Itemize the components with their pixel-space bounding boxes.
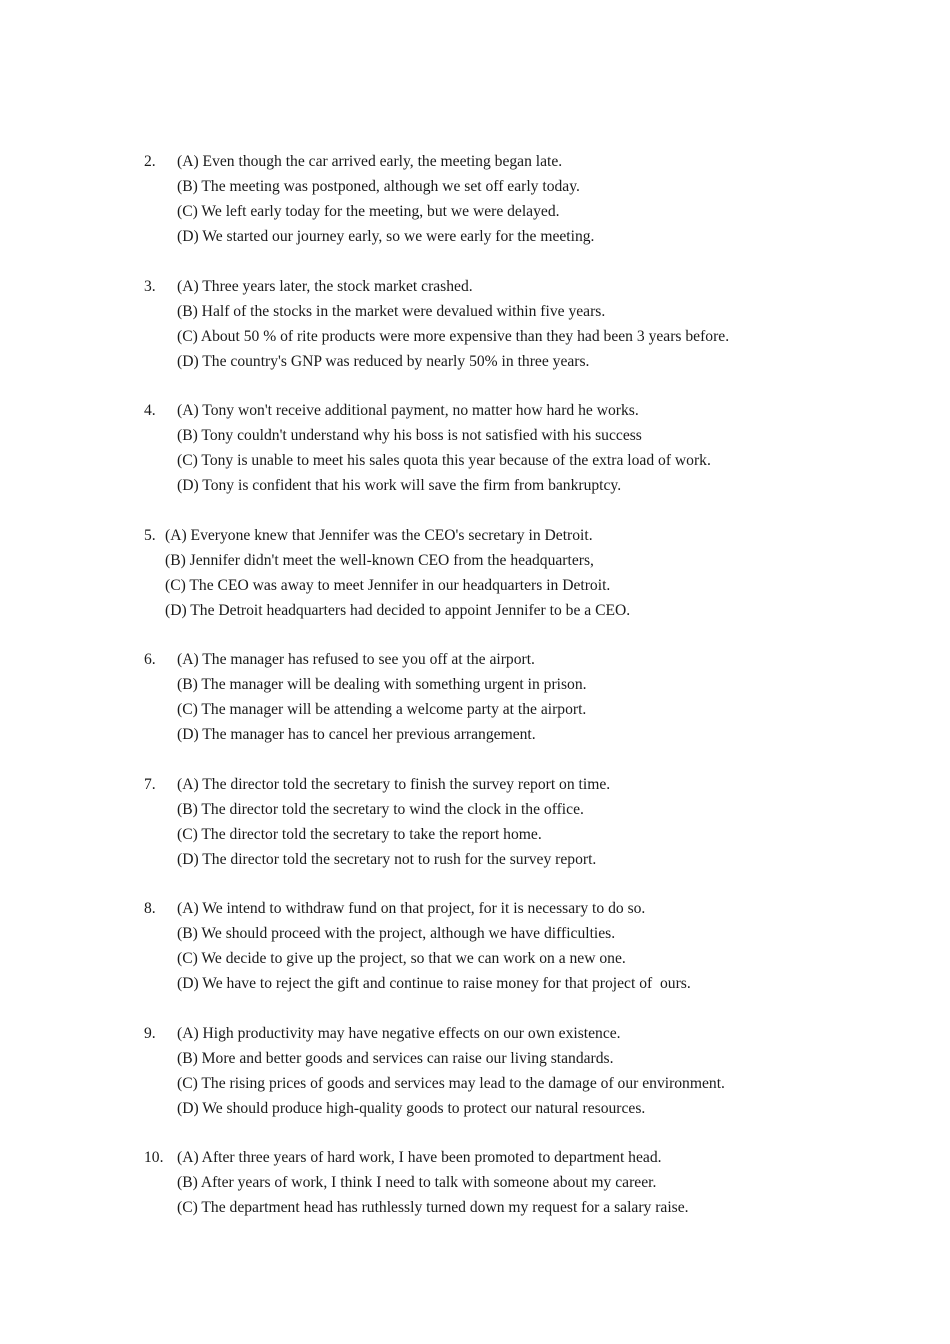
option-a: (A) The manager has refused to see you off at the airport. (177, 651, 535, 668)
option-b: (B) The director told the secretary to wind the clock in the office. (177, 801, 584, 818)
option-a: (A) Tony won't receive additional payment, no matter how hard he works. (177, 402, 639, 419)
question-number: 7. (144, 776, 156, 793)
option-d: (D) We started our journey early, so we were early for the meeting. (177, 228, 595, 245)
option-c: (C) We left early today for the meeting, but we were delayed. (177, 203, 560, 220)
option-c: (C) We decide to give up the project, so that we can work on a new one. (177, 950, 626, 967)
option-a: (A) The director told the secretary to finish the survey report on time. (177, 776, 611, 793)
option-a: (A) Three years later, the stock market crashed. (177, 278, 473, 295)
option-c: (C) The CEO was away to meet Jennifer in our headquarters in Detroit. (165, 577, 611, 594)
option-list (177, 647, 587, 747)
option-d: (D) The manager has to cancel her previous arrangement. (177, 726, 536, 743)
option-list (165, 523, 630, 623)
question-number: 2. (144, 153, 156, 170)
option-d: (D) The Detroit headquarters had decided to appoint Jennifer to be a CEO. (165, 602, 631, 619)
option-c: (C) The rising prices of goods and services may lead to the damage of our environment. (177, 1075, 725, 1092)
option-list (177, 398, 711, 498)
option-b: (B) Jennifer didn't meet the well-known CEO from the headquarters, (165, 552, 594, 569)
option-b: (B) Tony couldn't understand why his boss is not satisfied with his success (177, 427, 642, 444)
option-list (177, 896, 691, 996)
option-d: (D) The director told the secretary not to rush for the survey report. (177, 851, 597, 868)
option-a: (A) We intend to withdraw fund on that project, for it is necessary to do so. (177, 900, 646, 917)
option-list (177, 149, 594, 249)
option-list (177, 1021, 725, 1121)
option-b: (B) Half of the stocks in the market were devalued within five years. (177, 303, 606, 320)
question-number: 9. (144, 1025, 156, 1042)
option-a: (A) High productivity may have negative effects on our own existence. (177, 1025, 621, 1042)
option-d: (D) We have to reject the gift and continue to raise money for that project of ours. (177, 975, 691, 992)
question-number: 10. (144, 1149, 164, 1166)
option-b: (B) The manager will be dealing with something urgent in prison. (177, 676, 587, 693)
option-a: (A) After three years of hard work, I have been promoted to department head. (177, 1149, 662, 1166)
option-b: (B) We should proceed with the project, although we have difficulties. (177, 925, 616, 942)
question-number: 6. (144, 651, 156, 668)
option-d: (D) We should produce high-quality goods to protect our natural resources. (177, 1100, 646, 1117)
option-d: (D) The country's GNP was reduced by nearly 50% in three years. (177, 353, 590, 370)
option-c: (C) The department head has ruthlessly turned down my request for a salary raise. (177, 1199, 689, 1216)
option-list (177, 772, 610, 872)
option-c: (C) The manager will be attending a welcome party at the airport. (177, 701, 587, 718)
option-d: (D) Tony is confident that his work will save the firm from bankruptcy. (177, 477, 622, 494)
question-number: 4. (144, 402, 156, 419)
option-list (177, 1145, 689, 1220)
option-b: (B) More and better goods and services can raise our living standards. (177, 1050, 614, 1067)
option-c: (C) Tony is unable to meet his sales quota this year because of the extra load of work. (177, 452, 711, 469)
question-number: 8. (144, 900, 156, 917)
option-c: (C) The director told the secretary to take the report home. (177, 826, 542, 843)
option-list (177, 274, 729, 374)
question-number: 3. (144, 278, 156, 295)
question-number: 5. (144, 527, 156, 544)
option-a: (A) Everyone knew that Jennifer was the CEO's secretary in Detroit. (165, 527, 593, 544)
option-b: (B) The meeting was postponed, although we set off early today. (177, 178, 580, 195)
option-a: (A) Even though the car arrived early, the meeting began late. (177, 153, 563, 170)
option-b: (B) After years of work, I think I need to talk with someone about my career. (177, 1174, 657, 1191)
option-c: (C) About 50 % of rite products were more expensive than they had been 3 years before. (177, 328, 730, 345)
